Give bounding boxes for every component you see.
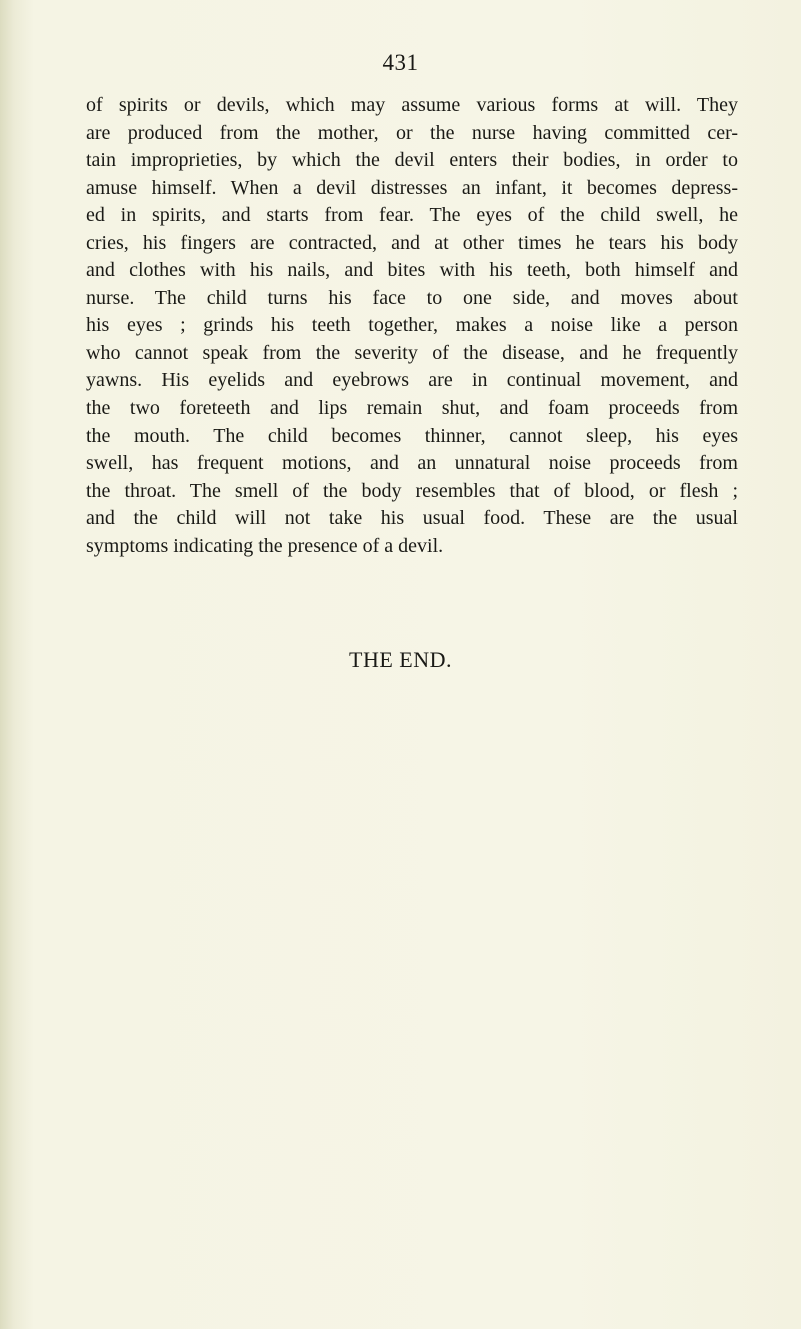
text-line: his eyes ; grinds his teeth together, makes a noise like a person [86,314,738,337]
text-line: the mouth. The child becomes thinner, cannot sleep, his eyes [86,424,738,447]
page-number: 431 [382,50,419,75]
text-line: who cannot speak from the severity of the disease, and he frequently [86,341,738,364]
closing-heading: THE END. [349,647,452,672]
body-paragraph [86,92,738,560]
text-line: the throat. The smell of the body resembles that of blood, or flesh ; [86,479,738,502]
text-line: swell, has frequent motions, and an unnatural noise proceeds from [86,452,738,475]
text-line: are produced from the mother, or the nurse having committed cer- [86,121,738,144]
text-line: and clothes with his nails, and bites with his teeth, both himself and [86,259,738,282]
text-line: symptoms indicating the presence of a devil. [86,534,444,557]
text-line: yawns. His eyelids and eyebrows are in continual movement, and [86,369,738,392]
text-line: cries, his fingers are contracted, and at other times he tears his body [86,231,738,254]
text-line: ed in spirits, and starts from fear. The eyes of the child swell, he [86,204,738,227]
text-line: and the child will not take his usual food. These are the usual [86,507,738,530]
text-line: the two foreteeth and lips remain shut, and foam proceeds from [86,397,738,420]
text-line: tain improprieties, by which the devil enters their bodies, in order to [86,149,738,172]
text-line: amuse himself. When a devil distresses an infant, it becomes depress- [86,176,738,199]
text-line: of spirits or devils, which may assume various forms at will. They [86,94,738,116]
text-line: nurse. The child turns his face to one side, and moves about [86,286,738,309]
